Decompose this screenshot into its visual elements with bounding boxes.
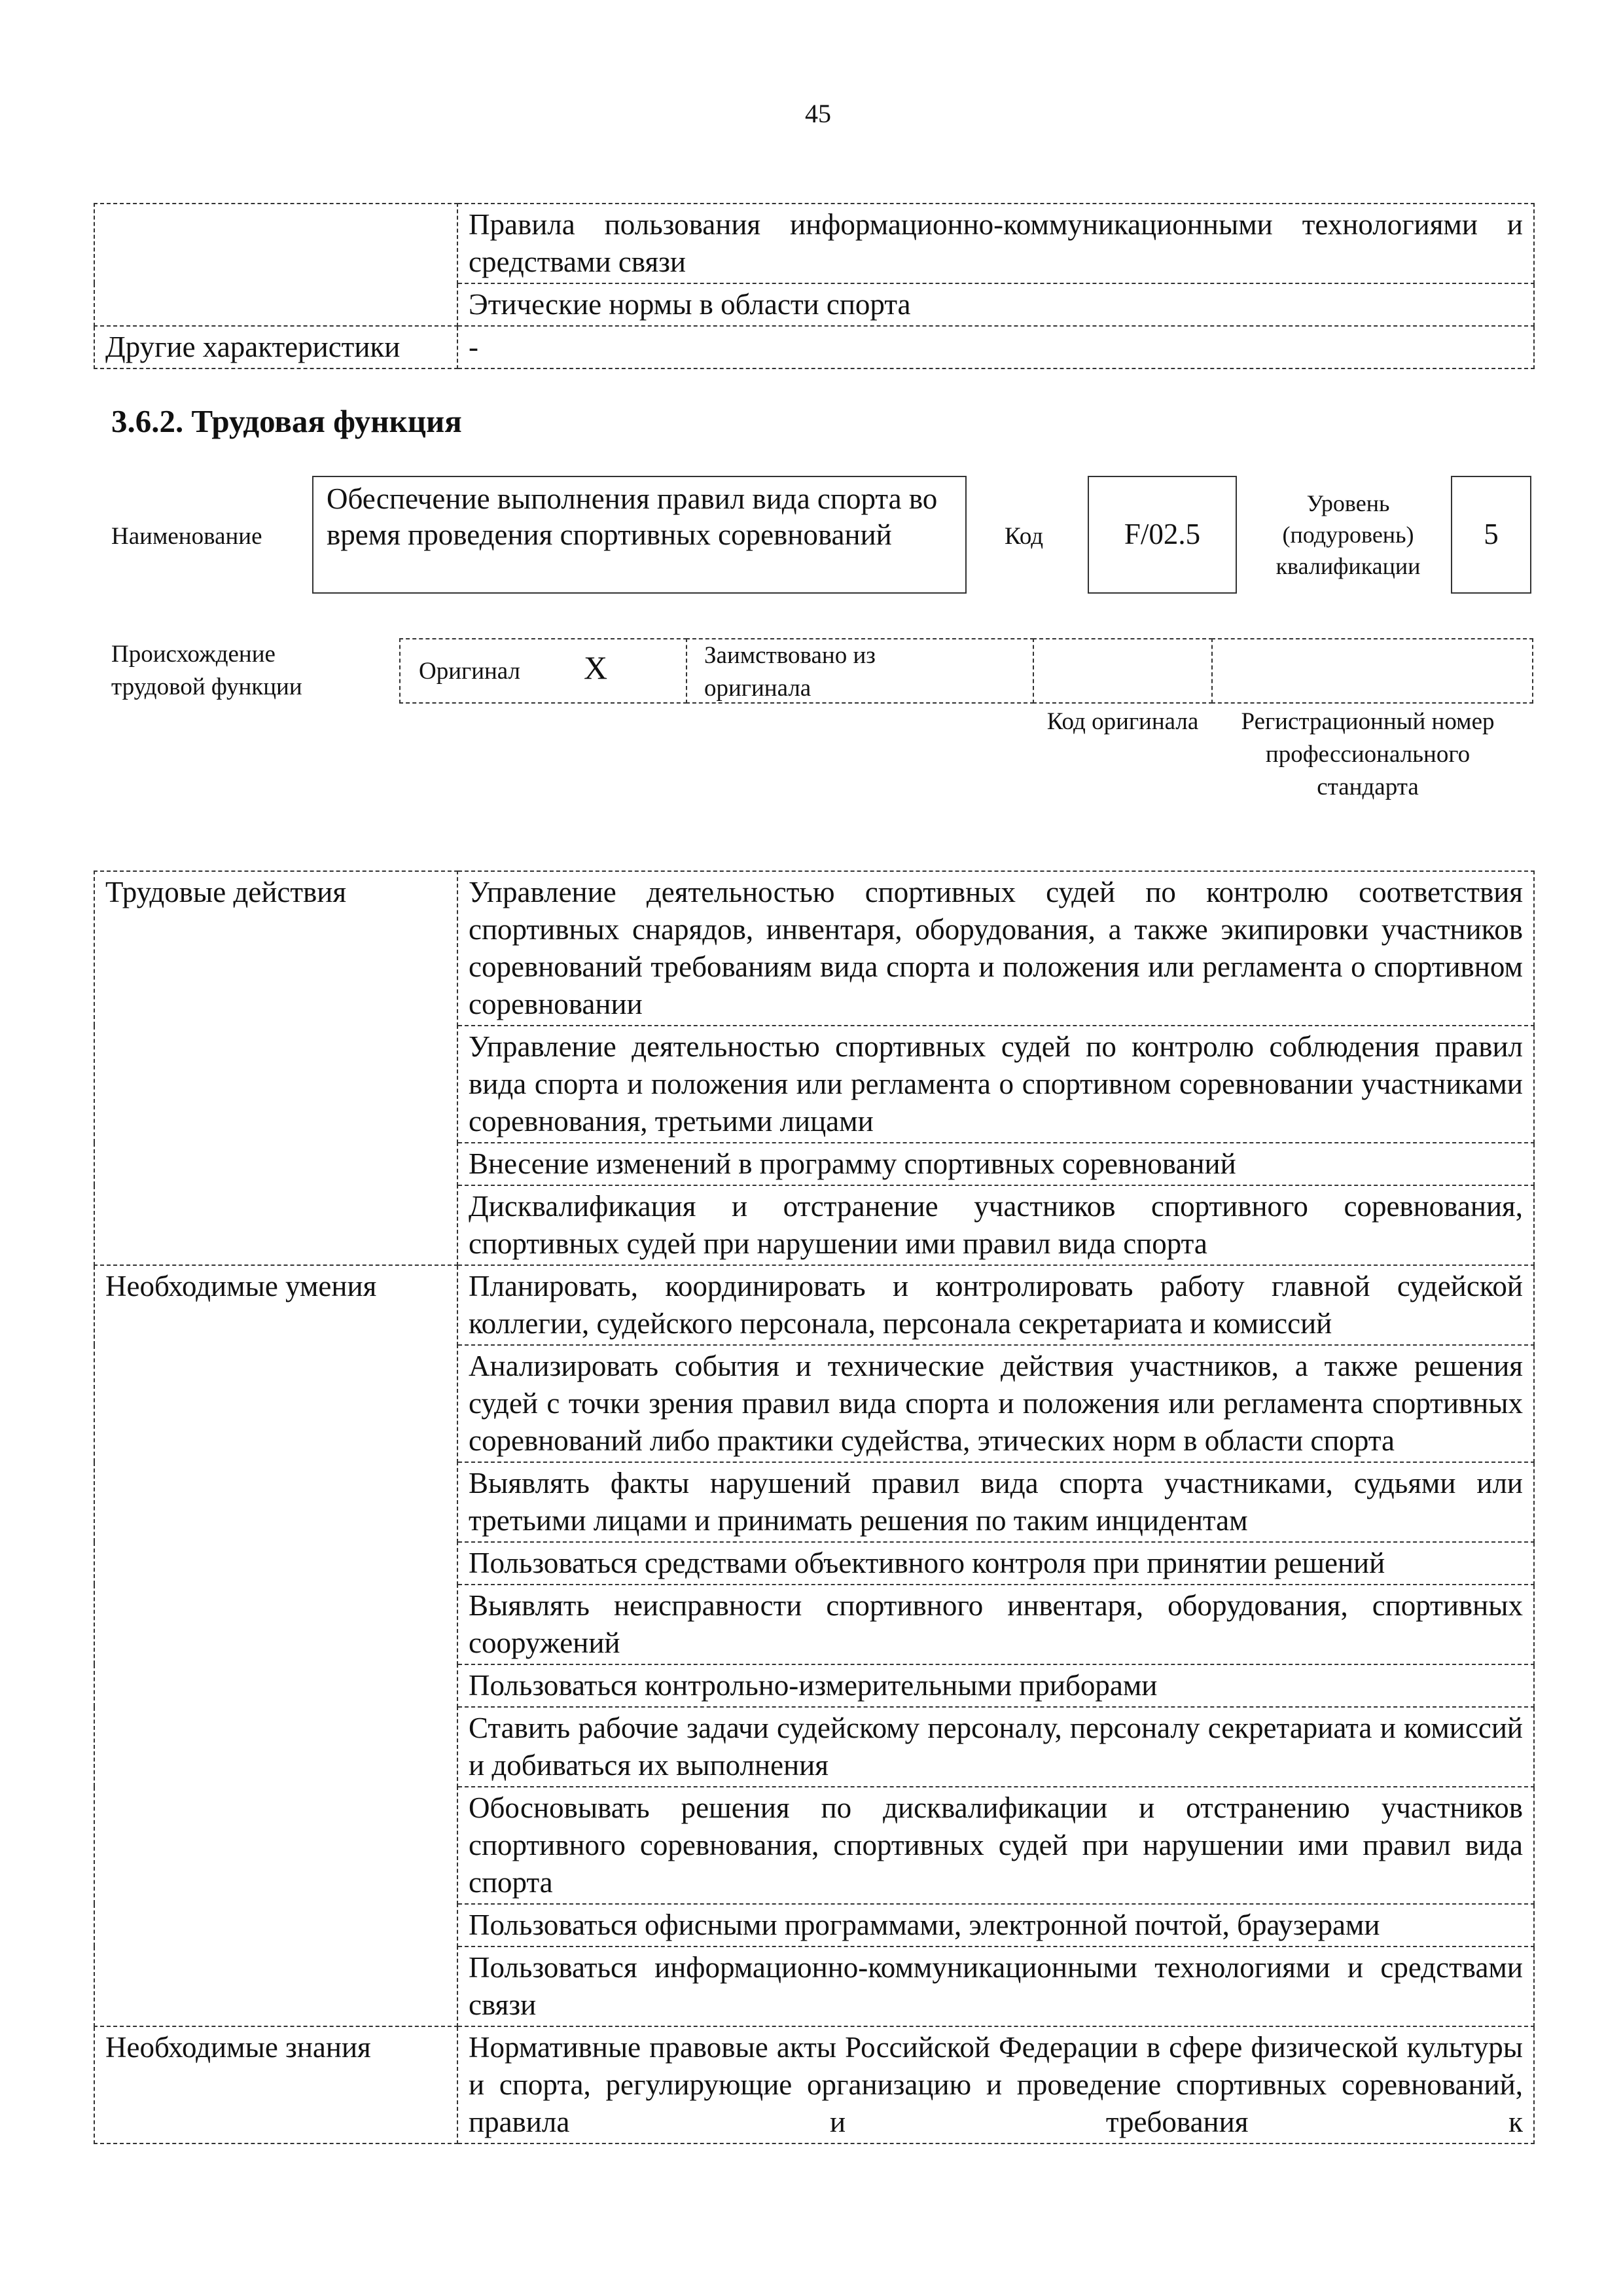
main-table bbox=[94, 870, 1535, 2144]
origin-code-cell bbox=[1033, 638, 1213, 704]
original-label: Оригинал bbox=[419, 658, 521, 685]
group-label: Необходимые знания bbox=[94, 2026, 457, 2144]
table-cell: Пользоваться контрольно-измерительными приборами bbox=[457, 1664, 1534, 1707]
table-cell: Анализировать события и технические действия участников, а также решения судей с точки зрения правил вида спорта и положения или регламента спортивных соревнований либо практики судейства, этических норм в области спорта bbox=[457, 1345, 1534, 1462]
top-table bbox=[94, 203, 1535, 369]
table-cell: Выявлять неисправности спортивного инвентаря, оборудования, спортивных сооружений bbox=[457, 1585, 1534, 1664]
origin-borrowed-cell bbox=[686, 638, 1034, 704]
code-value: F/02.5 bbox=[1124, 518, 1201, 550]
reg-caption: Регистрационный номер профессионального стандарта bbox=[1241, 708, 1495, 800]
name-value: Обеспечение выполнения правил вида спорта во время проведения спортивных соревнований bbox=[327, 482, 938, 551]
table-cell: Пользоваться офисными программами, электронной почтой, браузерами bbox=[457, 1904, 1534, 1946]
section-title: 3.6.2. Трудовая функция bbox=[111, 403, 462, 439]
code-caption: Код оригинала bbox=[1046, 708, 1199, 735]
group-label: Необходимые умения bbox=[94, 1265, 457, 2026]
name-value-box bbox=[312, 476, 967, 594]
table-cell: Планировать, координировать и контролировать работу главной судейской коллегии, судейского персонала, персонала секретариата и комиссий bbox=[457, 1265, 1534, 1345]
level-value-box bbox=[1451, 476, 1531, 594]
code-value-box bbox=[1088, 476, 1237, 594]
level-label: Уровень (подуровень) квалификации bbox=[1275, 490, 1421, 579]
page-number: 45 bbox=[805, 99, 831, 128]
original-mark: X bbox=[584, 649, 608, 686]
level-value: 5 bbox=[1484, 518, 1499, 550]
table-row bbox=[94, 283, 1534, 326]
origin-original-cell bbox=[399, 638, 687, 704]
table-cell: Дисквалификация и отстранение участников спортивного соревнования, спортивных судей при нарушении ими правил вида спорта bbox=[457, 1185, 1534, 1265]
origin-label: Происхождение трудовой функции bbox=[111, 641, 302, 700]
table-row bbox=[94, 2026, 1534, 2144]
table-cell-label bbox=[94, 283, 457, 326]
table-cell-value: Этические нормы в области спорта bbox=[457, 283, 1534, 326]
table-row bbox=[94, 871, 1534, 1026]
borrowed-label: Заимствовано из оригинала bbox=[704, 642, 876, 702]
table-cell-label: Другие характеристики bbox=[94, 326, 457, 368]
table-cell: Пользоваться средствами объективного контроля при принятии решений bbox=[457, 1542, 1534, 1585]
code-label: Код bbox=[1005, 523, 1044, 550]
table-cell: Ставить рабочие задачи судейскому персоналу, персоналу секретариата и комиссий и добиваться их выполнения bbox=[457, 1707, 1534, 1787]
table-cell: Управление деятельностью спортивных судей по контролю соответствия спортивных снарядов, инвентаря, оборудования, а также экипировки участников соревнований требованиям вида спорта и положения или регламента о спортивном соревновании bbox=[457, 871, 1534, 1026]
table-cell: Обосновывать решения по дисквалификации и отстранению участников спортивного соревнования, спортивных судей при нарушении ими правил вида спорта bbox=[457, 1787, 1534, 1904]
name-label: Наименование bbox=[111, 523, 262, 550]
table-row bbox=[94, 326, 1534, 368]
table-cell: Выявлять факты нарушений правил вида спорта участниками, судьями или третьими лицами и принимать решения по таким инцидентам bbox=[457, 1462, 1534, 1542]
table-row bbox=[94, 204, 1534, 283]
table-row bbox=[94, 1265, 1534, 1345]
origin-reg-cell bbox=[1211, 638, 1533, 704]
table-cell: Пользоваться информационно-коммуникационными технологиями и средствами связи bbox=[457, 1946, 1534, 2026]
table-cell-value: Правила пользования информационно-коммуникационными технологиями и средствами связи bbox=[457, 204, 1534, 283]
table-cell: Внесение изменений в программу спортивных соревнований bbox=[457, 1143, 1534, 1185]
table-cell-label bbox=[94, 204, 457, 283]
group-label: Трудовые действия bbox=[94, 871, 457, 1265]
table-cell: Нормативные правовые акты Российской Федерации в сфере физической культуры и спорта, регулирующие организацию и проведение спортивных соревнований, правила и требования к bbox=[457, 2026, 1534, 2144]
table-cell: Управление деятельностью спортивных судей по контролю соблюдения правил вида спорта и положения или регламента о спортивном соревновании участниками соревнования, третьими лицами bbox=[457, 1026, 1534, 1143]
table-cell-value: - bbox=[457, 326, 1534, 368]
